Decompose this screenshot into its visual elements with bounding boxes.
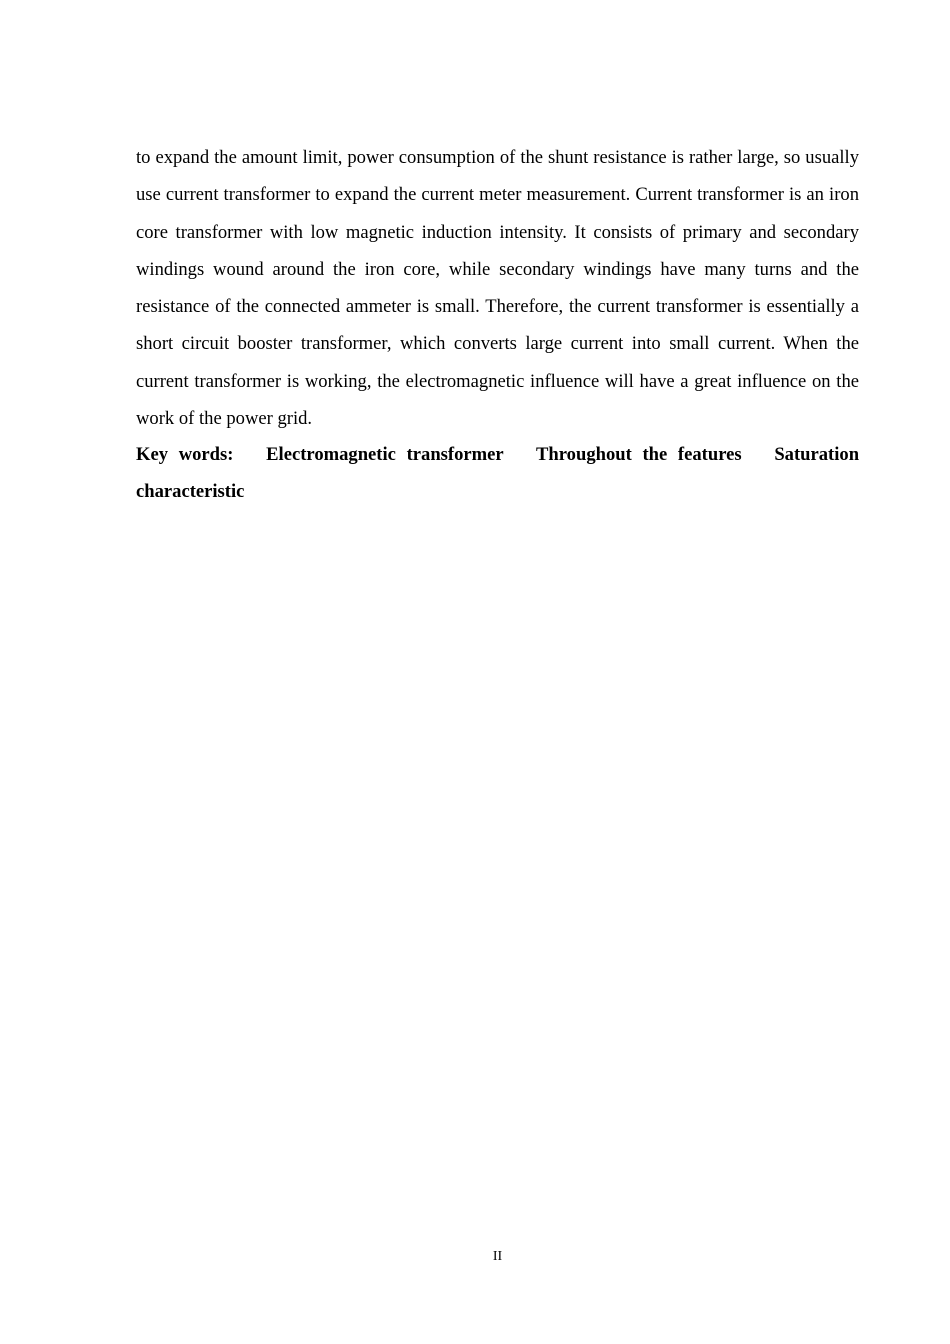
keyword-item: Throughout the features	[536, 444, 742, 465]
page-number: II	[492, 1249, 503, 1264]
keywords-line	[136, 436, 859, 511]
abstract-body-paragraph: to expand the amount limit, power consumption of the shunt resistance is rather large, so usually use current transformer to expand the current meter measurement. Current transformer is an iron core transformer with low magnetic induction intensity. It consists of primary and secondary windings wound around the iron core, while secondary windings have many turns and the resistance of the connected ammeter is small. Therefore, the current transformer is essentially a short circuit booster transformer, which converts large current into small current. When the current transformer is working, the electromagnetic influence will have a great influence on the work of the power grid.	[136, 147, 859, 430]
keyword-item: Electromagnetic transformer	[266, 444, 504, 465]
keyword-item: Saturation characteristic	[136, 444, 860, 503]
keywords-label: Key words:	[136, 444, 234, 465]
